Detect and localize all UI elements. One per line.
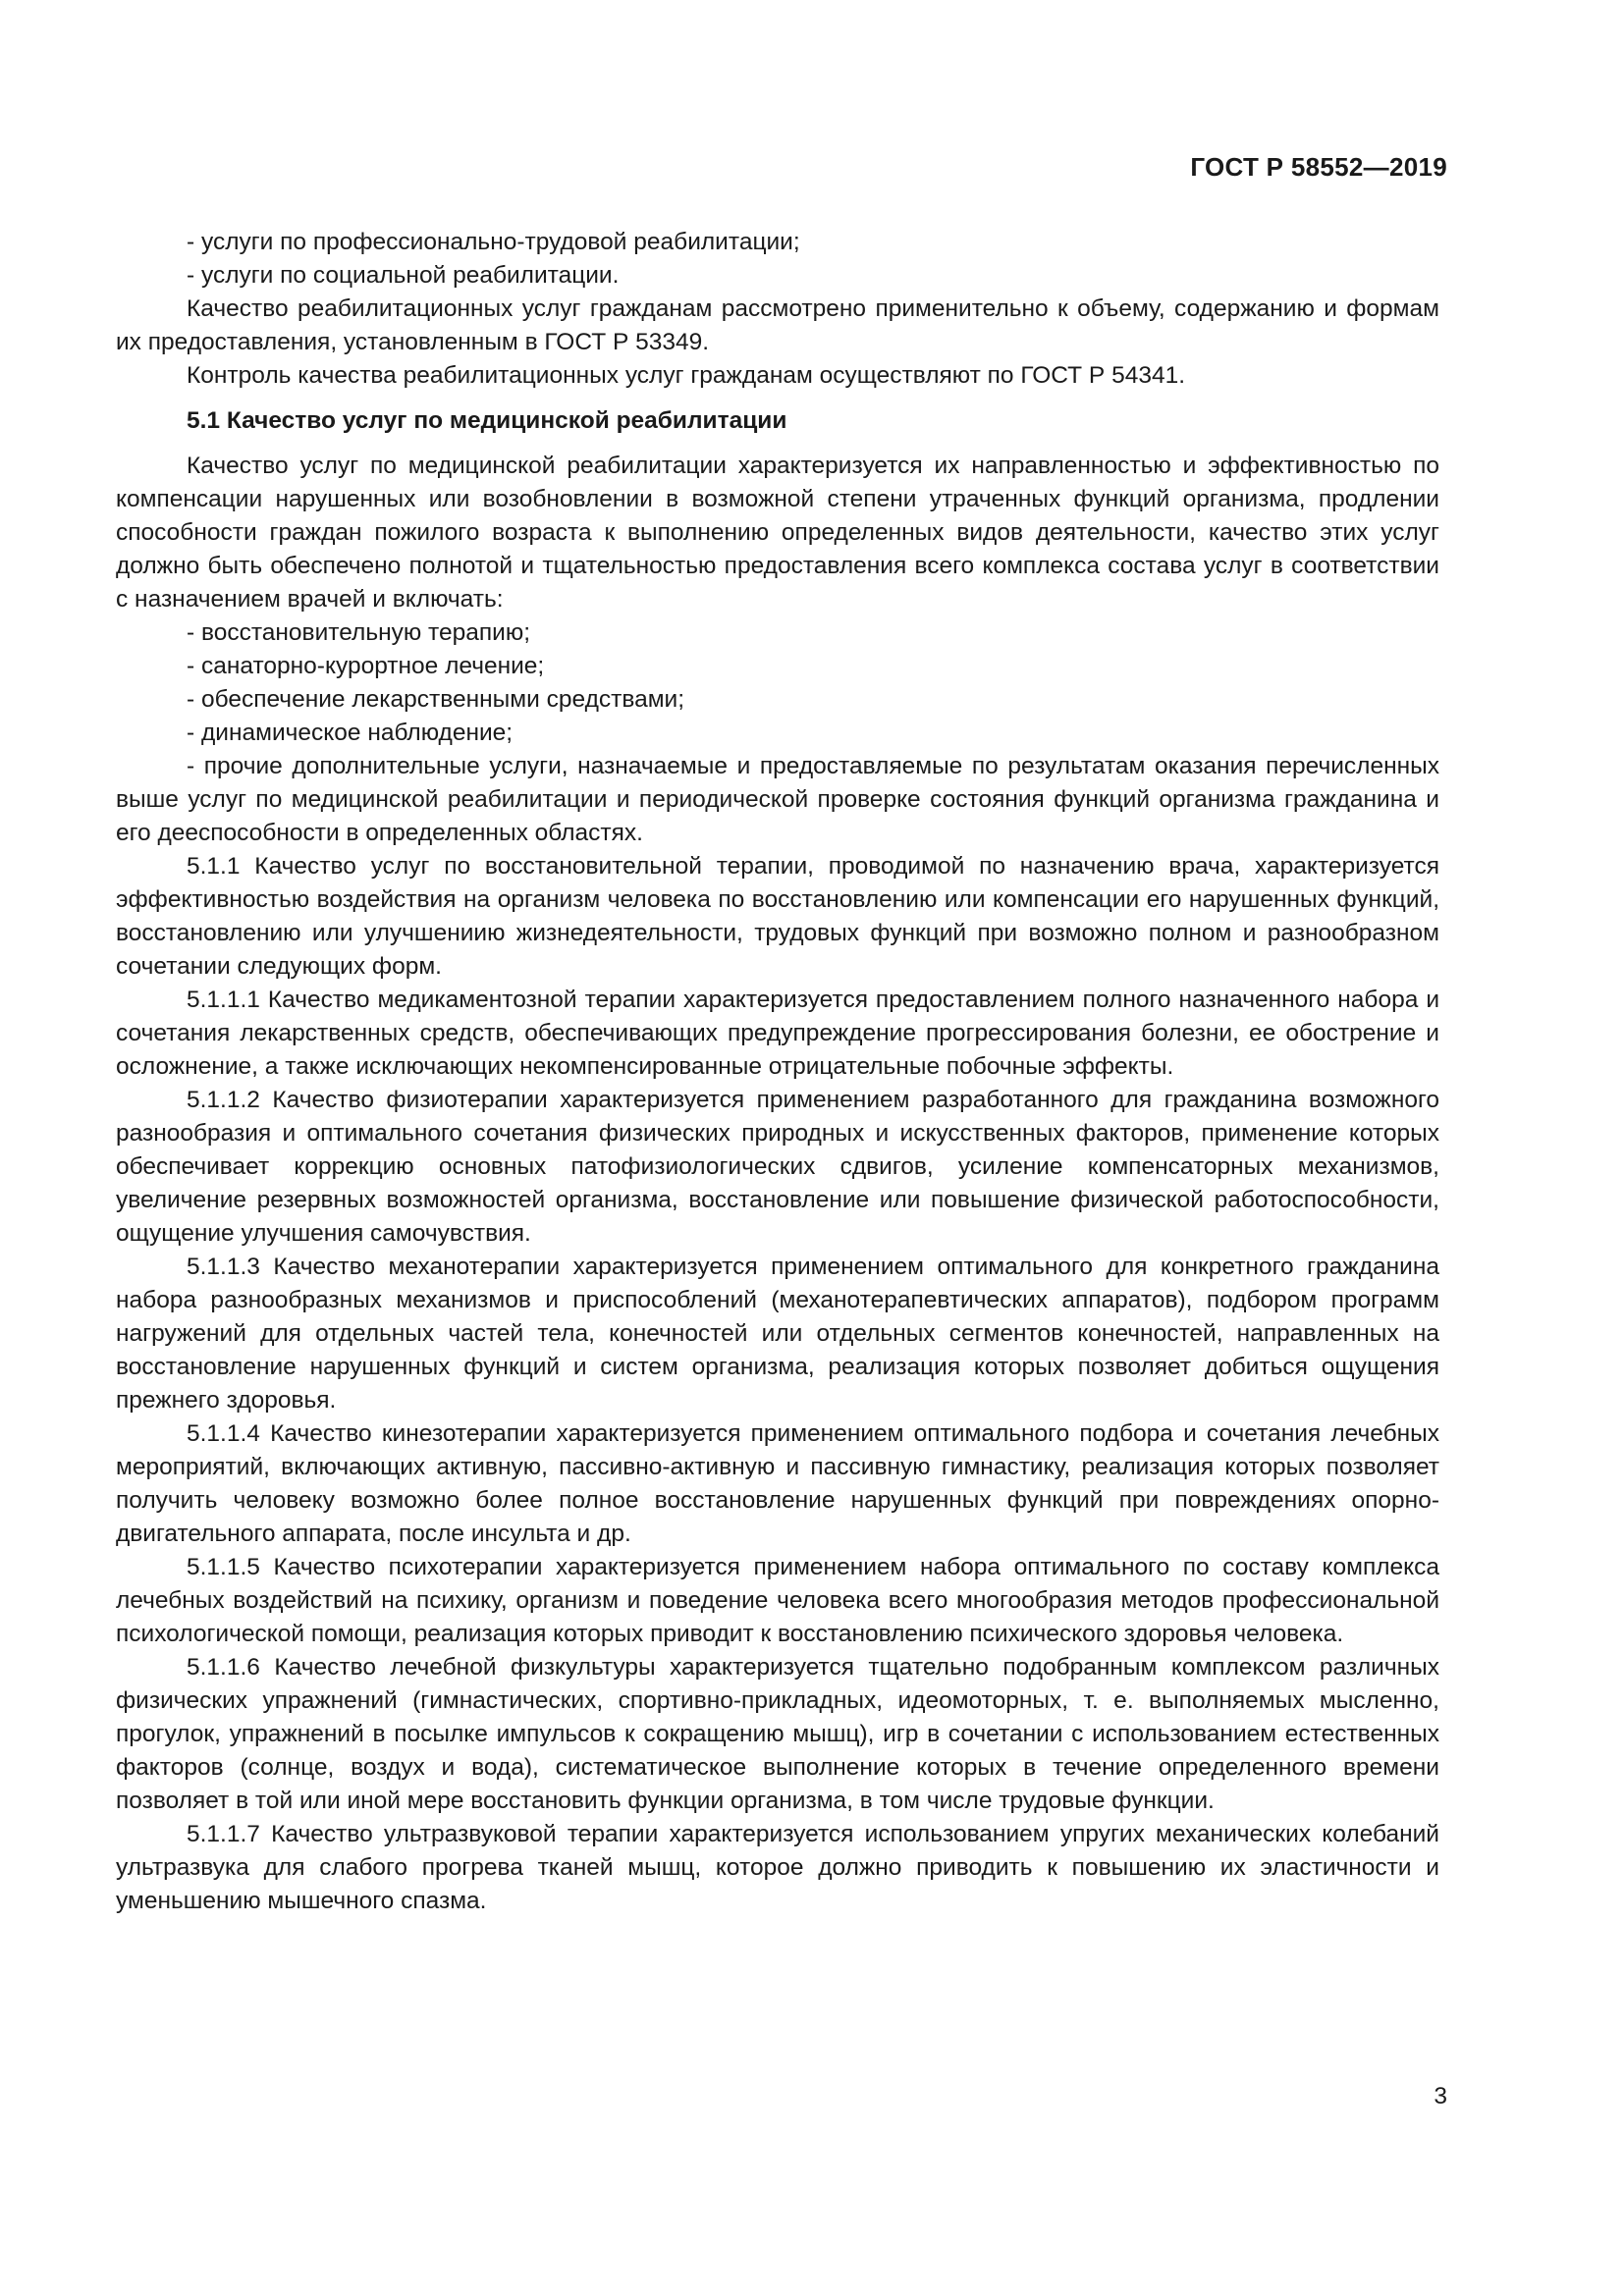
- paragraph: Контроль качества реабилитационных услуг гражданам осуществляют по ГОСТ Р 54341.: [187, 362, 1186, 389]
- list-item: - динамическое наблюдение;: [187, 720, 514, 746]
- paragraph: - прочие дополнительные услуги, назначаемые и предоставляемые по результатам оказания перечисленных выше услуг по медицинской реабилитации и периодической проверке состояния функций организма гражданина и его дееспособности в определенных областях.: [116, 753, 1439, 846]
- paragraph: 5.1.1.6 Качество лечебной физкультуры характеризуется тщательно подобранным комплексом различных физических упражнений (гимнастических, спортивно-прикладных, идеомоторных, т. е. выполняемых мысленно, прогулок, упражнений в посылке импульсов к сокращению мышц), игр в сочетании с использованием естественных факторов (солнце, воздух и вода), систематическое выполнение которых в течение определенного времени позволяет в той или иной мере восстановить функции организма, в том числе трудовые функции.: [116, 1654, 1439, 1814]
- paragraph: 5.1.1 Качество услуг по восстановительной терапии, проводимой по назначению врача, характеризуется эффективностью воздействия на организм человека по восстановлению или компенсации его нарушенных функций, восстановлению или улучшениию жизнедеятельности, трудовых функций при возможно полном и разнообразном сочетании следующих форм.: [116, 853, 1439, 980]
- paragraph: 5.1.1.1 Качество медикаментозной терапии характеризуется предоставлением полного назначенного набора и сочетания лекарственных средств, обеспечивающих предупреждение прогрессирования болезни, ее обострение и осложнение, а также исключающих некомпенсированные отрицательные побочные эффекты.: [116, 987, 1439, 1080]
- list-item: - услуги по профессионально-трудовой реабилитации;: [187, 229, 800, 255]
- paragraph: 5.1.1.4 Качество кинезотерапии характеризуется применением оптимального подбора и сочетания лечебных мероприятий, включающих активную, пассивно-активную и пассивную гимнастику, реализация которых позволяет получить человеку возможно более полное восстановление нарушенных функций при повреждениях опорно-двигательного аппарата, после инсульта и др.: [116, 1420, 1439, 1547]
- paragraph: 5.1.1.5 Качество психотерапии характеризуется применением набора оптимального по составу комплекса лечебных воздействий на психику, организм и поведение человека всего многообразия методов профессиональной психологической помощи, реализация которых приводит к восстановлению психического здоровья человека.: [116, 1554, 1439, 1647]
- paragraph: Качество реабилитационных услуг гражданам рассмотрено применительно к объему, содержанию и формам их предоставления, установленным в ГОСТ Р 53349.: [116, 295, 1439, 355]
- paragraph: Качество услуг по медицинской реабилитации характеризуется их направленностью и эффективностью по компенсации нарушенных или возобновлении в возможной степени утраченных функций организма, продлении способности граждан пожилого возраста к выполнению определенных видов деятельности, качество этих услуг должно быть обеспечено полнотой и тщательностью предоставления всего комплекса состава услуг в соответствии с назначением врачей и включать:: [116, 453, 1439, 613]
- list-item: - восстановительную терапию;: [187, 619, 530, 646]
- paragraph: 5.1.1.7 Качество ультразвуковой терапии характеризуется использованием упругих механических колебаний ультразвука для слабого прогрева тканей мышц, которое должно приводить к повышению их эластичности и уменьшению мышечного спазма.: [116, 1821, 1439, 1914]
- section-heading: 5.1 Качество услуг по медицинской реабилитации: [187, 407, 787, 434]
- document-body: [116, 226, 1439, 1918]
- list-item: - санаторно-курортное лечение;: [187, 653, 545, 679]
- list-item: - услуги по социальной реабилитации.: [187, 262, 620, 289]
- document-number: ГОСТ Р 58552—2019: [1190, 152, 1447, 182]
- paragraph: 5.1.1.2 Качество физиотерапии характеризуется применением разработанного для гражданина возможного разнообразия и оптимального сочетания физических природных и искусственных факторов, применение которых обеспечивает коррекцию основных патофизиологических сдвигов, усиление компенсаторных механизмов, увеличение резервных возможностей организма, восстановление или повышение физической работоспособности, ощущение улучшения самочувствия.: [116, 1087, 1439, 1247]
- list-item: - обеспечение лекарственными средствами;: [187, 686, 685, 713]
- page-number: 3: [1434, 2083, 1447, 2109]
- paragraph: 5.1.1.3 Качество механотерапии характеризуется применением оптимального для конкретного гражданина набора разнообразных механизмов и приспособлений (механотерапевтических аппаратов), подбором программ нагружений для отдельных частей тела, конечностей или отдельных сегментов конечностей, направленных на восстановление нарушенных функций и систем организма, реализация которых позволяет добиться ощущения прежнего здоровья.: [116, 1254, 1439, 1414]
